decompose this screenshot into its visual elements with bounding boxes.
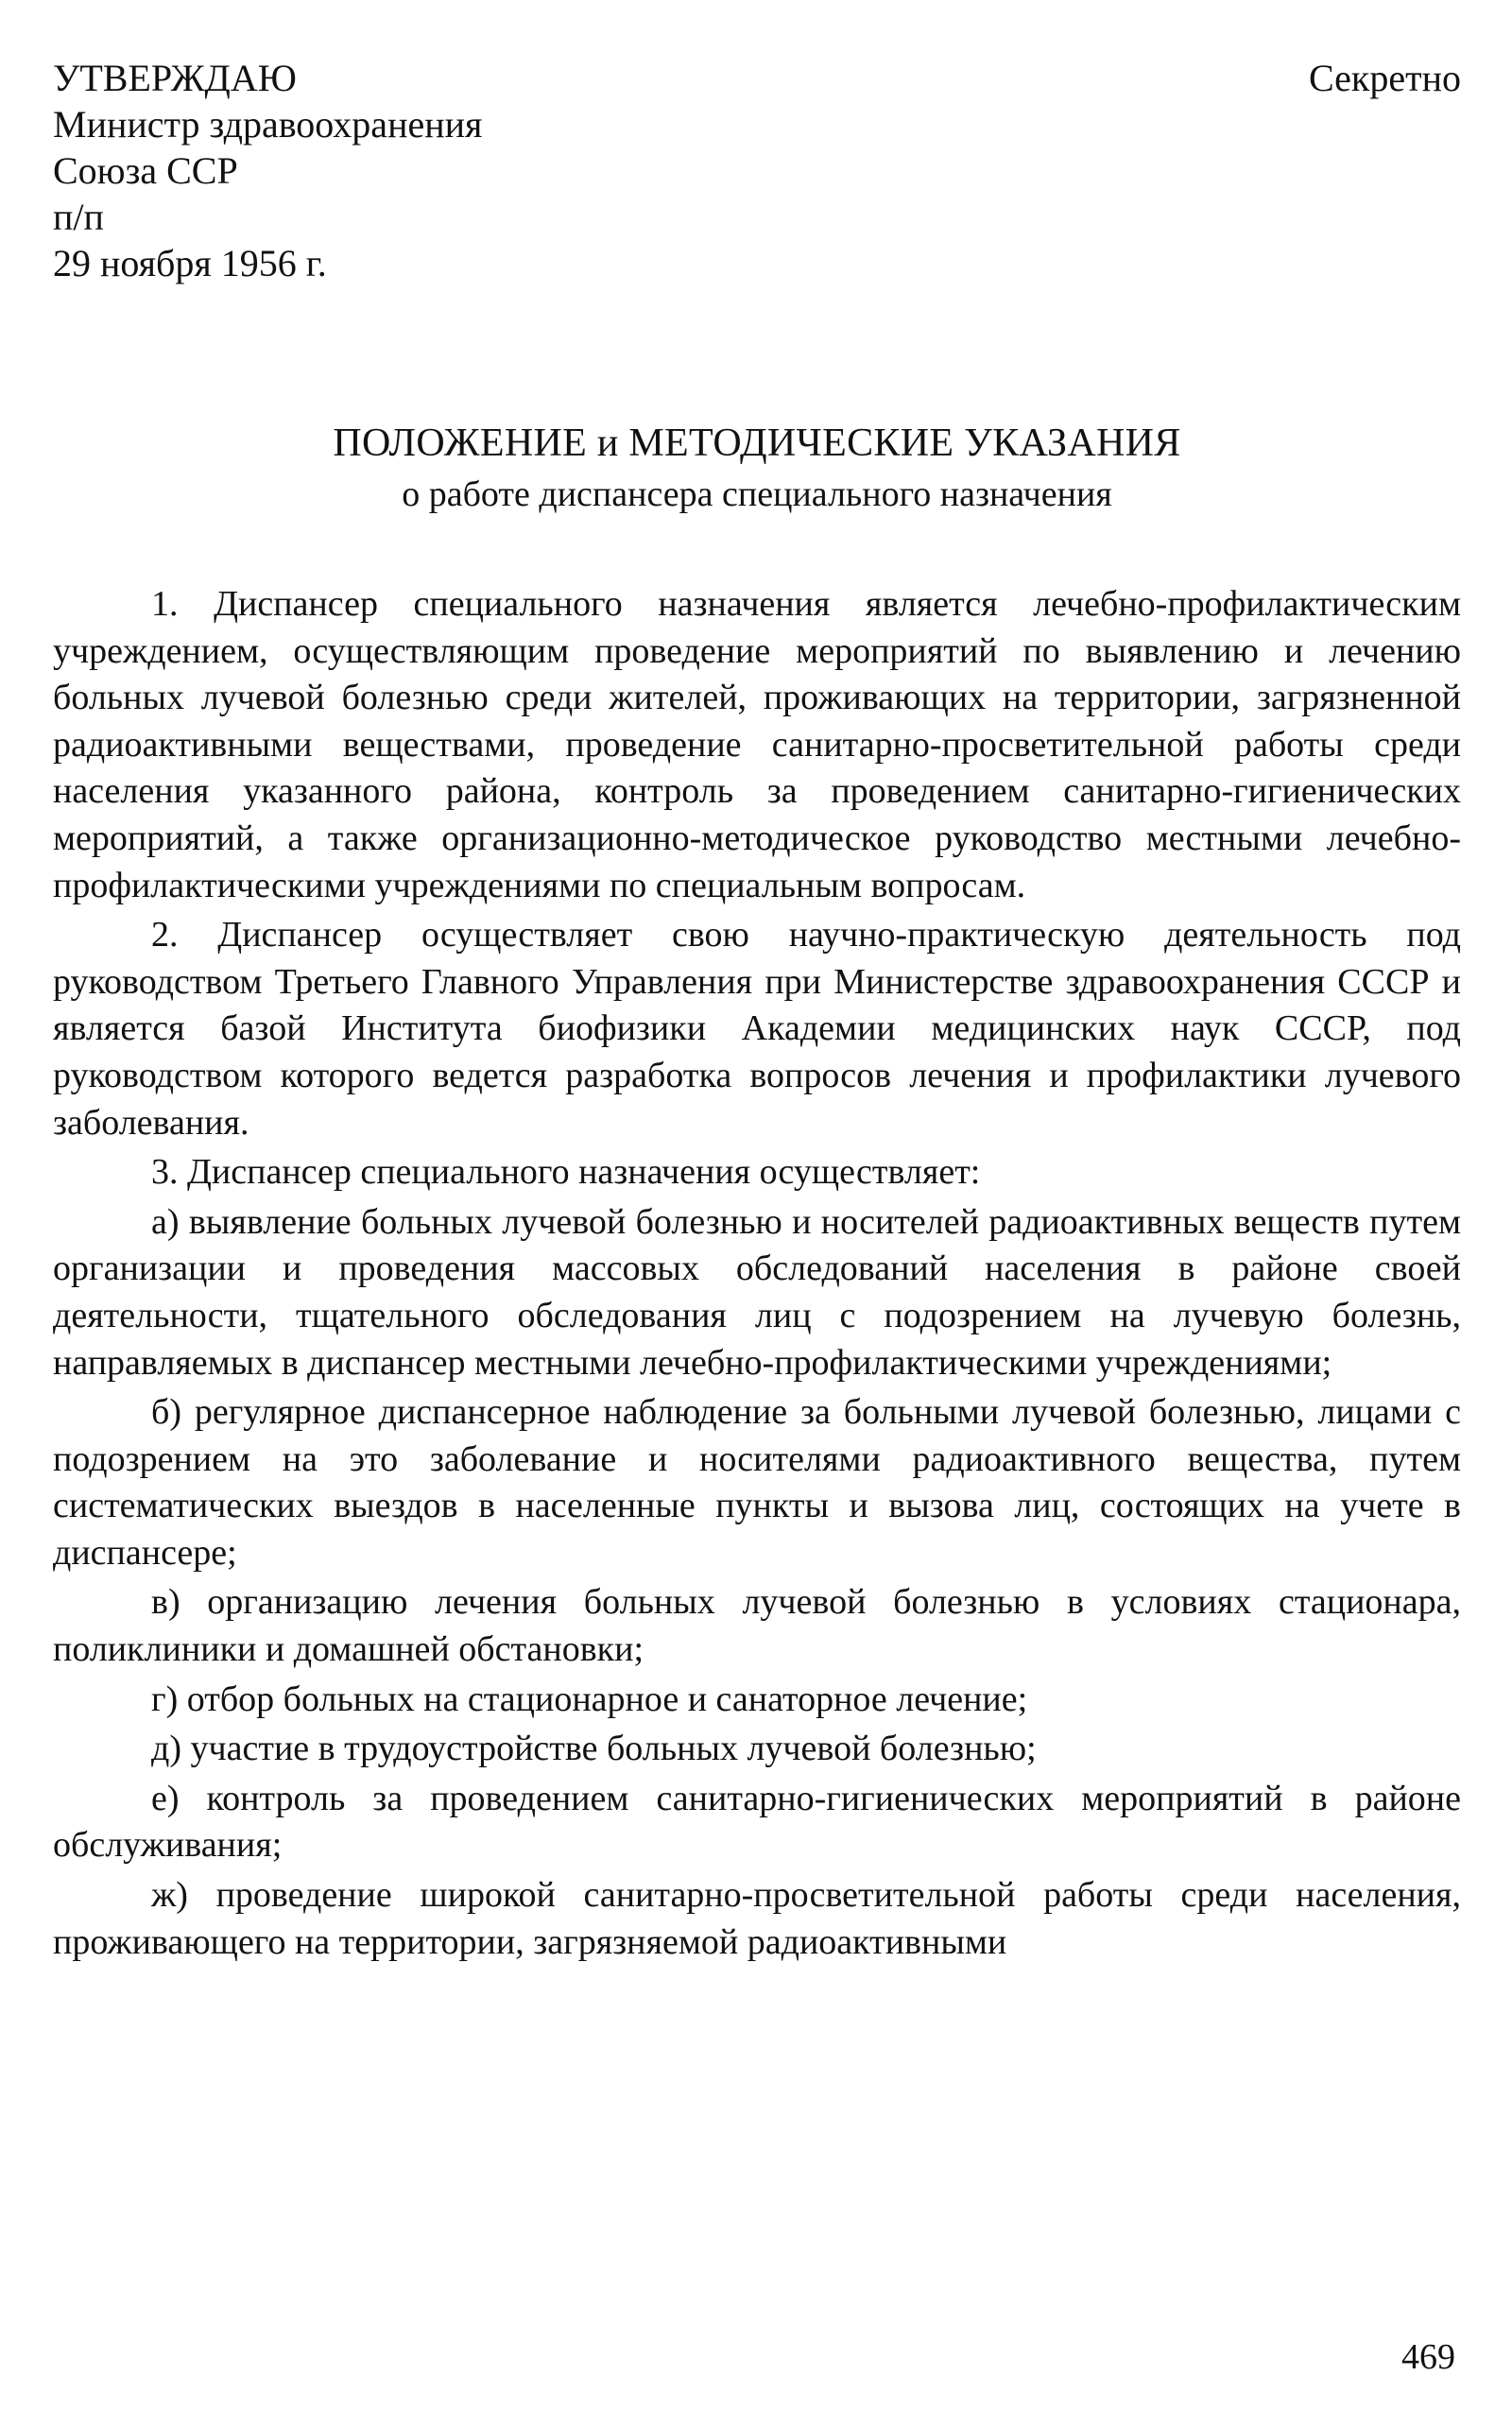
approval-block bbox=[53, 55, 1461, 286]
document-body bbox=[53, 581, 1461, 1966]
paragraph-3: 3. Диспансер специального назначения осуществляет: bbox=[151, 1152, 981, 1193]
approval-stamp: УТВЕРЖДАЮ bbox=[53, 57, 297, 99]
approver-position: Министр здравоохранения bbox=[53, 103, 483, 146]
approver-organization: Союза ССР bbox=[53, 149, 238, 192]
paragraph-3b: б) регулярное диспансерное наблюдение за больными лучевой болезнью, лицами с подозрением на это заболевание и носителями радиоактивного вещества, путем систематических выездов в населенные пункты и вызова лиц, состоящих на учете в диспансере; bbox=[53, 1392, 1461, 1573]
paragraph-1: 1. Диспансер специального назначения является лечебно-профилактическим учреждением, осуществляющим проведение мероприятий по выявлению и лечению больных лучевой болезнью среди жителей, проживающих на территории, загрязненной радиоактивными веществами, проведение санитарно-просветительной работы среди населения указанного района, контроль за проведением санитарно-гигиенических мероприятий, а также организационно-методическое руководство местными лечебно-профилактическими учреждениями по специальным вопросам. bbox=[53, 584, 1461, 905]
paragraph-2: 2. Диспансер осуществляет свою научно-практическую деятельность под руководством Третьего Главного Управления при Министерстве здравоохранения СССР и является базой Института биофизики Академии медицинских наук СССР, под руководством которого ведется разработка вопросов лечения и профилактики лучевого заболевания. bbox=[53, 915, 1461, 1143]
paragraph-3zh: ж) проведение широкой санитарно-просветительной работы среди населения, проживающего на территории, загрязняемой радиоактивными bbox=[53, 1875, 1461, 1962]
title-main: ПОЛОЖЕНИЕ и МЕТОДИЧЕСКИЕ УКАЗАНИЯ bbox=[333, 422, 1181, 465]
paragraph-3a: а) выявление больных лучевой болезнью и носителей радиоактивных веществ путем организации и проведения массовых обследований населения в районе своей деятельности, тщательного обследования лиц с подозрением на лучевую болезнь, направляемых в диспансер местными лечебно-профилактическими учреждениями; bbox=[53, 1201, 1461, 1383]
document-title bbox=[53, 418, 1461, 518]
paragraph-3e: е) контроль за проведением санитарно-гигиенических мероприятий в районе обслуживания; bbox=[53, 1778, 1461, 1866]
signature-mark: п/п bbox=[53, 196, 104, 238]
approval-header bbox=[53, 55, 1461, 286]
paragraph-3v: в) организацию лечения больных лучевой болезнью в условиях стационара, поликлиники и домашней обстановки; bbox=[53, 1582, 1461, 1670]
paragraph-3g: г) отбор больных на стационарное и санаторное лечение; bbox=[151, 1678, 1028, 1719]
classification-mark: Секретно bbox=[1309, 57, 1461, 99]
paragraph-3d: д) участие в трудоустройстве больных лучевой болезнью; bbox=[151, 1729, 1037, 1769]
approval-date: 29 ноября 1956 г. bbox=[53, 242, 327, 284]
title-subtitle: о работе диспансера специального назначения bbox=[402, 474, 1112, 514]
page-number: 469 bbox=[1401, 2337, 1455, 2377]
